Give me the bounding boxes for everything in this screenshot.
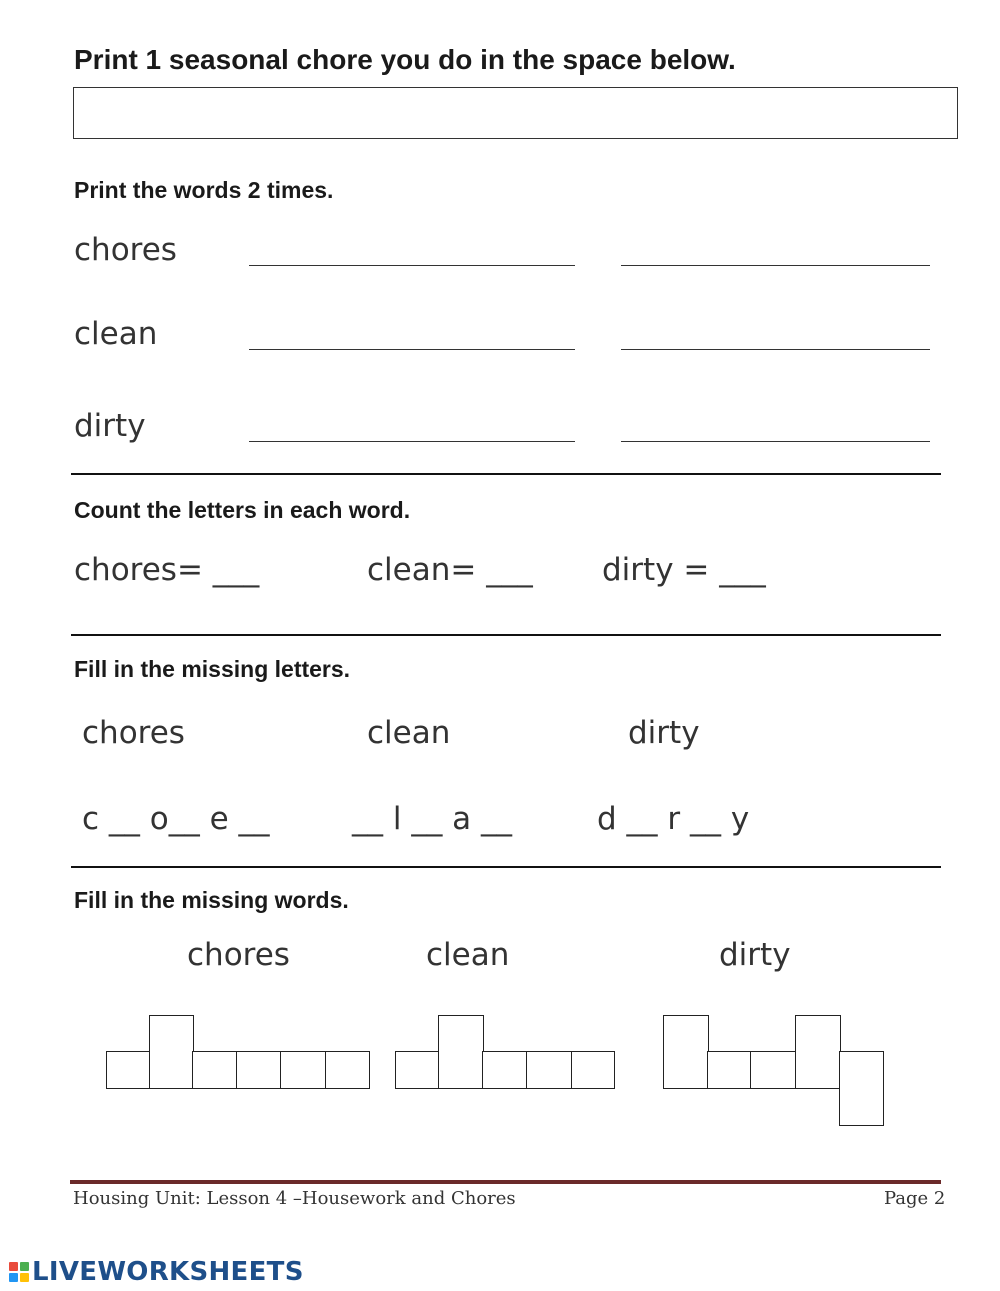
shape-box-chores-h[interactable] — [149, 1015, 194, 1089]
print-blank-chores-1[interactable] — [249, 265, 575, 266]
print-blank-dirty-2[interactable] — [621, 441, 930, 442]
seasonal-chore-answer-box[interactable] — [73, 87, 958, 139]
print-blank-dirty-1[interactable] — [249, 441, 575, 442]
print-words-heading: Print the words 2 times. — [74, 177, 334, 203]
shape-box-clean-e[interactable] — [482, 1051, 528, 1089]
print-blank-clean-2[interactable] — [621, 349, 930, 350]
page-title: Print 1 seasonal chore you do in the space below. — [74, 44, 736, 75]
missing-letters-pattern-dirty[interactable]: d __ r __ y — [597, 801, 750, 837]
missing-letters-heading: Fill in the missing letters. — [74, 656, 351, 682]
logo-square-red — [9, 1262, 18, 1271]
shape-box-chores-r[interactable] — [236, 1051, 282, 1089]
shape-box-chores-e[interactable] — [280, 1051, 327, 1089]
missing-letters-pattern-chores[interactable]: c __ o__ e __ — [82, 801, 270, 837]
shape-box-clean-c[interactable] — [395, 1051, 440, 1089]
shape-word-dirty: dirty — [719, 937, 791, 973]
count-item-chores: chores= ___ — [74, 552, 260, 588]
shape-box-dirty-i[interactable] — [707, 1051, 752, 1089]
missing-letters-word-chores: chores — [82, 715, 185, 751]
footer-rule — [70, 1180, 941, 1184]
shape-box-clean-n[interactable] — [571, 1051, 615, 1089]
footer-lesson-title: Housing Unit: Lesson 4 –Housework and Chores — [73, 1188, 516, 1209]
missing-words-heading: Fill in the missing words. — [74, 887, 349, 913]
shape-box-dirty-t[interactable] — [795, 1015, 841, 1089]
section-divider-3 — [71, 866, 941, 868]
shape-word-chores: chores — [187, 937, 290, 973]
shape-box-dirty-r[interactable] — [750, 1051, 797, 1089]
count-letters-heading: Count the letters in each word. — [74, 497, 411, 523]
count-item-clean: clean= ___ — [367, 552, 533, 588]
shape-box-dirty-d[interactable] — [663, 1015, 709, 1089]
section-divider-1 — [71, 473, 941, 475]
liveworksheets-logo-icon — [9, 1262, 29, 1282]
missing-letters-word-clean: clean — [367, 715, 451, 751]
logo-square-green — [20, 1262, 29, 1271]
print-blank-clean-1[interactable] — [249, 349, 575, 350]
print-word-dirty: dirty — [74, 408, 146, 444]
section-divider-2 — [71, 634, 941, 636]
missing-letters-pattern-clean[interactable]: __ l __ a __ — [352, 801, 513, 837]
shape-box-chores-s[interactable] — [325, 1051, 370, 1089]
shape-box-chores-c[interactable] — [106, 1051, 151, 1089]
shape-box-chores-o[interactable] — [192, 1051, 238, 1089]
shape-word-clean: clean — [426, 937, 510, 973]
shape-box-dirty-y[interactable] — [839, 1051, 884, 1126]
footer-page-number: Page 2 — [884, 1188, 946, 1209]
missing-letters-word-dirty: dirty — [628, 715, 700, 751]
count-item-dirty: dirty = ___ — [602, 552, 766, 588]
logo-square-yellow — [20, 1273, 29, 1282]
print-word-chores: chores — [74, 232, 177, 268]
liveworksheets-brand: LIVEWORKSHEETS — [32, 1257, 304, 1287]
shape-box-clean-l[interactable] — [438, 1015, 484, 1089]
shape-box-clean-a[interactable] — [526, 1051, 573, 1089]
print-blank-chores-2[interactable] — [621, 265, 930, 266]
print-word-clean: clean — [74, 316, 158, 352]
logo-square-blue — [9, 1273, 18, 1282]
